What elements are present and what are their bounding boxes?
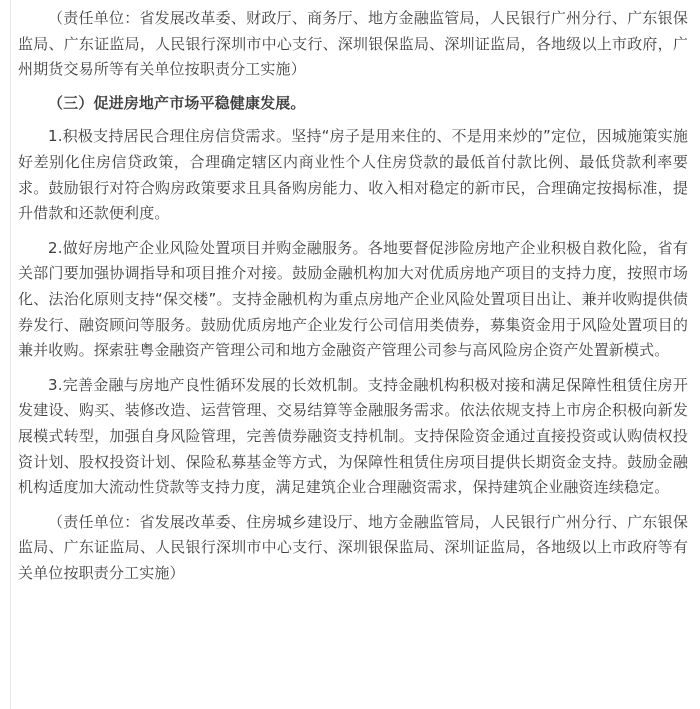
left-border-line [10,0,11,709]
item-2-paragraph: 2.做好房地产企业风险处置项目并购金融服务。各地要督促涉险房地产企业积极自救化险，省有关部门要加强协调指导和项目推介对接。鼓励金融机构加大对优质房地产项目的支持力度，按照市场化、法治化原则支持“保交楼”。支持金融机构为重点房地产企业风险处置项目出让、兼并收购提供债券发行、融资顾问等服务。鼓励优质房地产企业发行公司信用类债券，募集资金用于风险处置项目的兼并收购。探索驻粤金融资产管理公司和地方金融资产管理公司参与高风险房企资产处置新模式。 [18,238,688,360]
responsible-units-paragraph-2: （责任单位：省发展改革委、住房城乡建设厅、地方金融监管局，人民银行广州分行、广东银保监局、广东证监局、人民银行深圳市中心支行、深圳银保监局、深圳证监局，各地级以上市政府等有关单位按职责分工实施） [18,512,688,582]
responsible-units-paragraph-1: （责任单位：省发展改革委、财政厅、商务厅、地方金融监管局，人民银行广州分行、广东银保监局、广东证监局，人民银行深圳市中心支行、深圳银保监局、深圳证监局，各地级以上市政府，广州期货交易所等有关单位按职责分工实施） [18,9,688,79]
section-heading: （三）促进房地产市场平稳健康发展。 [48,93,306,112]
item-3-paragraph: 3.完善金融与房地产良性循环发展的长效机制。支持金融机构积极对接和满足保障性租赁住房开发建设、购买、装修改造、运营管理、交易结算等金融服务需求。依法依规支持上市房企积极向新发展模式转型，加强自身风险管理，完善债券融资支持机制。支持保险资金通过直接投资或认购债权投资计划、股权投资计划、保险私募基金等方式，为保障性租赁住房项目提供长期资金支持。鼓励金融机构适度加大流动性贷款等支持力度，满足建筑企业合理融资需求，保持建筑企业融资连续稳定。 [18,375,688,497]
item-1-paragraph: 1.积极支持居民合理住房信贷需求。坚持“房子是用来住的、不是用来炒的”定位，因城施策实施好差别化住房信贷政策，合理确定辖区内商业性个人住房贷款的最低首付款比例、最低贷款利率要求。鼓励银行对符合购房政策要求且具备购房能力、收入相对稳定的新市民，合理确定按揭标准，提升借款和还款便利度。 [18,127,688,223]
